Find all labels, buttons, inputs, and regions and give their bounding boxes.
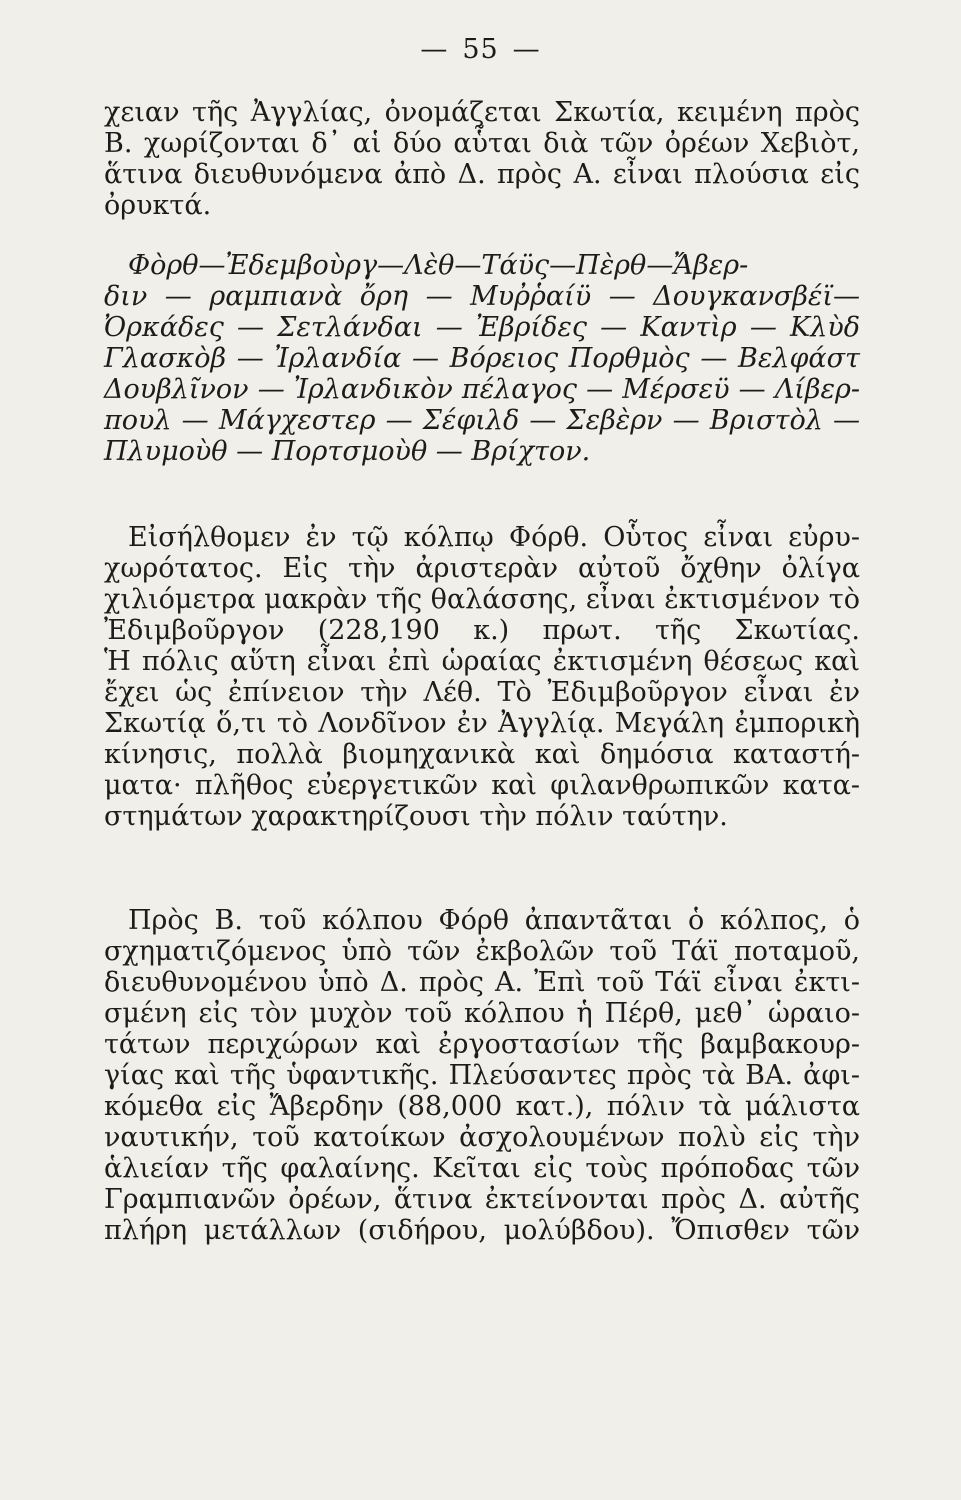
text-line: κόμεθα εἰς Ἄβερδην (88,000 κατ.), πόλιν τὰ μάλιστα xyxy=(104,1091,860,1122)
text-line: Δουβλῖνον — Ἰρλανδικὸν πέλαγος — Μέρσεϋ — Λίβερ- xyxy=(104,374,860,405)
text-line: διν — ραμπιανὰ ὄρη — Μυῤῥαίϋ — Δουγκανσβέϊ— xyxy=(104,281,860,312)
text-line: τάτων περιχώρων καὶ ἐργοστασίων τῆς βαμβακουρ- xyxy=(104,1029,860,1060)
text-line: Γραμπιανῶν ὀρέων, ἅτινα ἐκτείνονται πρὸς Δ. αὐτῆς xyxy=(104,1184,860,1215)
page-number: 55 xyxy=(462,34,499,65)
text-line: σμένη εἰς τὸν μυχὸν τοῦ κόλπου ἡ Πέρθ, μεθ᾽ ὡραιο- xyxy=(104,998,860,1029)
text-line: Β. χωρίζονται δ᾽ αἱ δύο αὗται διὰ τῶν ὀρέων Χεβιὸτ, xyxy=(104,128,860,159)
text-line: σχηματιζόμενος ὑπὸ τῶν ἐκβολῶν τοῦ Τάϊ ποταμοῦ, xyxy=(104,936,860,967)
text-line: Ἡ πόλις αὕτη εἶναι ἐπὶ ὡραίας ἐκτισμένη θέσεως καὶ xyxy=(104,646,860,677)
text-line: ἁλιείαν τῆς φαλαίνης. Κεῖται εἰς τοὺς πρόποδας τῶν xyxy=(104,1153,860,1184)
text-line: πλήρη μετάλλων (σιδήρου, μολύβδου). Ὄπισθεν τῶν xyxy=(104,1215,860,1246)
text-line: χειαν τῆς Ἀγγλίας, ὀνομάζεται Σκωτία, κειμένη πρὸς xyxy=(104,97,860,128)
text-line: ὀρυκτά. xyxy=(104,190,212,221)
text-line: πουλ — Μάγχεστερ — Σέφιλδ — Σεβὲρν — Βριστὸλ — xyxy=(104,405,860,436)
text-line: Φὸρθ—Ἐδεμβοὺργ—Λὲθ—Τάϋς—Πὲρθ—Ἄβερ- xyxy=(128,250,749,281)
text-line: Πρὸς Β. τοῦ κόλπου Φόρθ ἀπαντᾶται ὁ κόλπος, ὁ xyxy=(128,905,860,936)
text-line: Πλυμοὺθ — Πορτσμοὺθ — Βρίχτον. xyxy=(104,436,591,467)
text-line: Γλασκὸβ — Ἰρλανδία — Βόρειος Πορθμὸς — Βελφάστ xyxy=(104,343,860,374)
text-line: ἅτινα διευθυνόμενα ἀπὸ Δ. πρὸς Α. εἶναι πλούσια εἰς xyxy=(104,159,860,190)
paragraph-north xyxy=(104,905,860,1246)
text-line: κίνησις, πολλὰ βιομηχανικὰ καὶ δημόσια καταστή- xyxy=(104,739,860,770)
text-line: ναυτικήν, τοῦ κατοίκων ἀσχολουμένων πολὺ εἰς τὴν xyxy=(104,1122,860,1153)
text-line: στημάτων χαρακτηρίζουσι τὴν πόλιν ταύτην. xyxy=(104,801,728,832)
text-line: Σκωτίᾳ ὅ,τι τὸ Λονδῖνον ἐν Ἀγγλίᾳ. Μεγάλη ἐμπορικὴ xyxy=(104,708,860,739)
paragraph-edinburgh xyxy=(104,522,860,832)
text-line: διευθυνομένου ὑπὸ Δ. πρὸς Α. Ἐπὶ τοῦ Τάϊ εἶναι ἐκτι- xyxy=(104,967,860,998)
header-dash-left: — xyxy=(420,34,449,65)
text-line: Εἰσήλθομεν ἐν τῷ κόλπῳ Φόρθ. Οὗτος εἶναι εὐρυ- xyxy=(128,522,860,553)
header-dash-right: — xyxy=(512,34,541,65)
text-line: χιλιόμετρα μακρὰν τῆς θαλάσσης, εἶναι ἐκτισμένον τὸ xyxy=(104,584,860,615)
paragraph-intro xyxy=(104,97,860,221)
text-line: Ἐδιμβοῦργον (228,190 κ.) πρωτ. τῆς Σκωτίας. xyxy=(104,615,860,646)
text-line: ἔχει ὡς ἐπίνειον τὴν Λέθ. Τὸ Ἐδιμβοῦργον εἶναι ἐν xyxy=(104,677,860,708)
text-line: γίας καὶ τῆς ὑφαντικῆς. Πλεύσαντες πρὸς τὰ ΒΑ. ἀφι- xyxy=(104,1060,860,1091)
text-line: Ὀρκάδες — Σετλάνδαι — Ἐβρίδες — Καντὶρ — Κλὺδ xyxy=(104,312,860,343)
text-line: ματα· πλῆθος εὐεργετικῶν καὶ φιλανθρωπικῶν κατα- xyxy=(104,770,860,801)
text-line: χωρότατος. Εἰς τὴν ἀριστερὰν αὐτοῦ ὄχθην ὀλίγα xyxy=(104,553,860,584)
page-header xyxy=(0,34,961,65)
paragraph-place-names xyxy=(104,250,860,467)
